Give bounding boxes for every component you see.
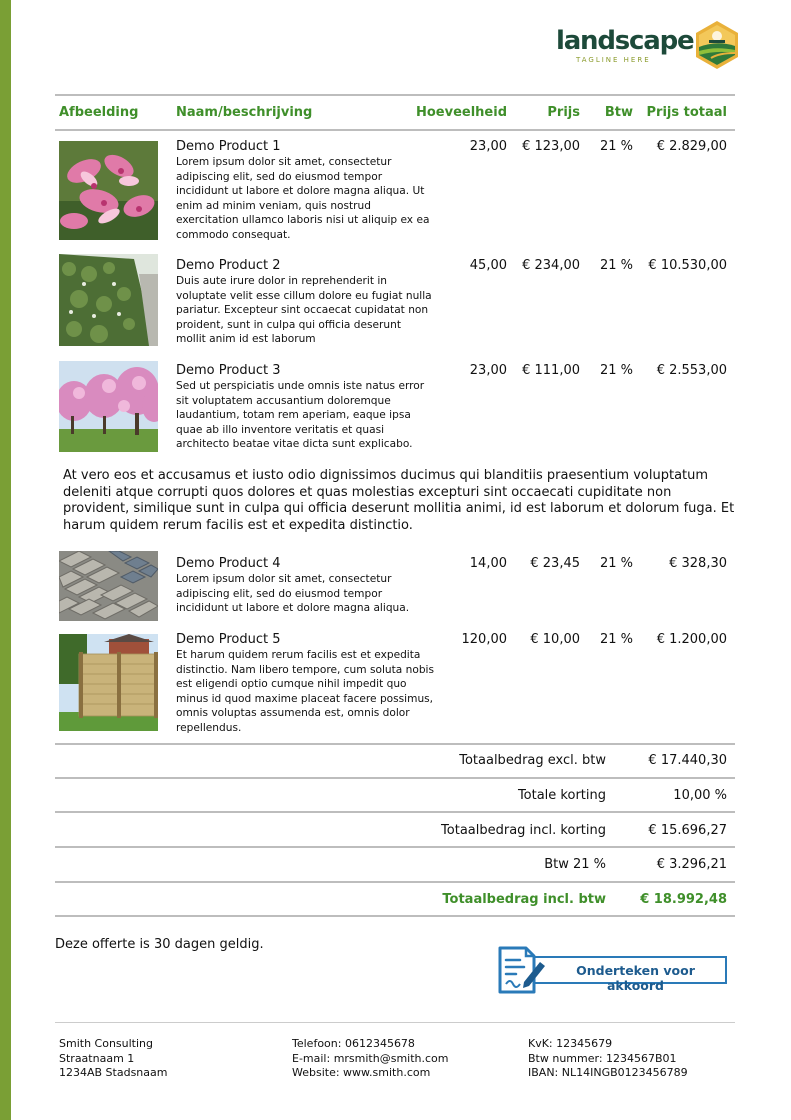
company-city: 1234AB Stadsnaam [59,1066,168,1080]
sign-button-box[interactable] [524,956,727,993]
product-total: € 10.530,00 [648,258,727,273]
product-total: € 328,30 [669,556,727,571]
grand-total-label: Totaalbedrag incl. btw [442,892,606,907]
sign-button-label: Onderteken voor akkoord [576,963,695,993]
col-header-vat: Btw [604,105,633,120]
logo-tagline: TAGLINE HERE [576,56,651,64]
totals-rule [55,915,735,917]
company-street: Straatnaam 1 [59,1051,135,1065]
product-name: Demo Product 5 [176,632,281,647]
total-label: Totale korting [517,788,606,803]
product-description: Lorem ipsum dolor sit amet, consectetur adipiscing elit, sed do eiusmod tempor incididunt ut labore et dolore magna aliqua. [176,573,410,615]
product-name: Demo Product 1 [176,139,281,154]
product-total: € 2.553,00 [656,363,727,378]
kvk-number: KvK: 12345679 [528,1037,613,1050]
totals-rule [55,881,735,883]
product-qty: 23,00 [469,139,507,154]
product-name: Demo Product 3 [176,363,281,378]
product-description: Duis aute irure dolor in reprehenderit in voluptate velit esse cillum dolore eu fugiat nulla pariatur. Excepteur sint occaecat cupidatat non proident, sunt in culpa qui officia deserunt mollit anim id est laborum [176,275,432,346]
product-image-paving [59,551,158,621]
product-price: € 23,45 [530,556,580,571]
product-price: € 111,00 [522,363,580,378]
totals-rule [55,846,735,848]
logo-wordmark: landscape [556,26,694,56]
product-vat: 21 % [599,632,633,647]
landscape-logo-icon [693,20,741,70]
col-header-name: Naam/beschrijving [176,105,313,120]
totals-rule [55,743,735,745]
total-label: Totaalbedrag incl. korting [441,823,606,838]
sign-approval-button[interactable] [494,944,735,996]
contact-email: E-mail: mrsmith@smith.com [292,1051,449,1065]
product-total: € 1.200,00 [656,632,727,647]
contact-website: Website: www.smith.com [292,1066,431,1080]
company-name: Smith Consulting [59,1037,153,1050]
product-description: Sed ut perspiciatis unde omnis iste natus error sit voluptatem accusantium doloremque laudantium, totam rem aperiam, eaque ipsa quae ab illo inventore veritatis et quasi architecto beatae vitae dicta sunt explicabo. [176,380,425,451]
col-header-total: Prijs totaal [646,105,727,120]
total-label: Btw 21 % [544,857,606,872]
product-qty: 45,00 [469,258,507,273]
footer-company [59,1037,167,1081]
total-value: 10,00 % [673,788,727,803]
product-description: Et harum quidem rerum facilis est et expedita distinctio. Nam libero tempore, cum soluta nobis est eligendi optio cumque nihil impedit quo minus id quod maxime placeat facere possimus, omnis voluptas assumenda est, omnis dolor repellendus. [176,649,435,734]
total-value: € 3.296,21 [656,857,727,872]
product-name: Demo Product 4 [176,556,281,571]
total-label: Totaalbedrag excl. btw [459,753,606,768]
total-value: € 17.440,30 [648,753,727,768]
product-image-fence [59,634,158,731]
product-description: Lorem ipsum dolor sit amet, consectetur adipiscing elit, sed do eiusmod tempor incididunt ut labore et dolore magna aliqua. Ut enim ad minim veniam, quis nostrud exercitation ullamco laboris nisi ut aliquip ex ea commodo consequat. [176,156,430,241]
product-image-blossom-trees [59,361,158,452]
col-header-price: Prijs [547,105,580,120]
footer-rule [55,1022,735,1023]
product-price: € 123,00 [522,139,580,154]
contact-phone: Telefoon: 0612345678 [292,1037,415,1050]
total-value: € 15.696,27 [648,823,727,838]
product-qty: 120,00 [461,632,507,647]
product-vat: 21 % [599,363,633,378]
product-qty: 14,00 [469,556,507,571]
vat-number: Btw nummer: 1234567B01 [528,1051,677,1065]
product-price: € 10,00 [530,632,580,647]
document-sign-icon [494,944,546,996]
footer-contact [292,1037,449,1081]
grand-total-value: € 18.992,48 [640,892,727,907]
col-header-image: Afbeelding [59,105,139,120]
note-paragraph: At vero eos et accusamus et iusto odio dignissimos ducimus qui blanditiis praesentium voluptatum deleniti atque corrupti quos dolores et quas molestias excepturi sint occaecati cupiditate non provident, similique sunt in culpa qui officia deserunt mollitia animi, id est laborum et dolorum fuga. Et harum quidem rerum facilis est et expedita distinctio. [63,468,735,533]
product-image-hedge [59,254,158,346]
left-accent-bar [0,0,11,1120]
product-price: € 234,00 [522,258,580,273]
product-qty: 23,00 [469,363,507,378]
col-header-qty: Hoeveelheid [415,105,507,120]
header-rule-top [55,94,735,96]
totals-rule [55,811,735,813]
product-total: € 2.829,00 [656,139,727,154]
product-name: Demo Product 2 [176,258,281,273]
company-logo [556,20,742,70]
validity-note: Deze offerte is 30 dagen geldig. [55,937,264,952]
iban-number: IBAN: NL14INGB0123456789 [528,1066,688,1080]
product-vat: 21 % [599,139,633,154]
totals-rule [55,777,735,779]
header-rule-bottom [55,129,735,131]
product-vat: 21 % [599,258,633,273]
product-vat: 21 % [599,556,633,571]
product-image-lilies [59,141,158,240]
footer-registration [528,1037,688,1081]
